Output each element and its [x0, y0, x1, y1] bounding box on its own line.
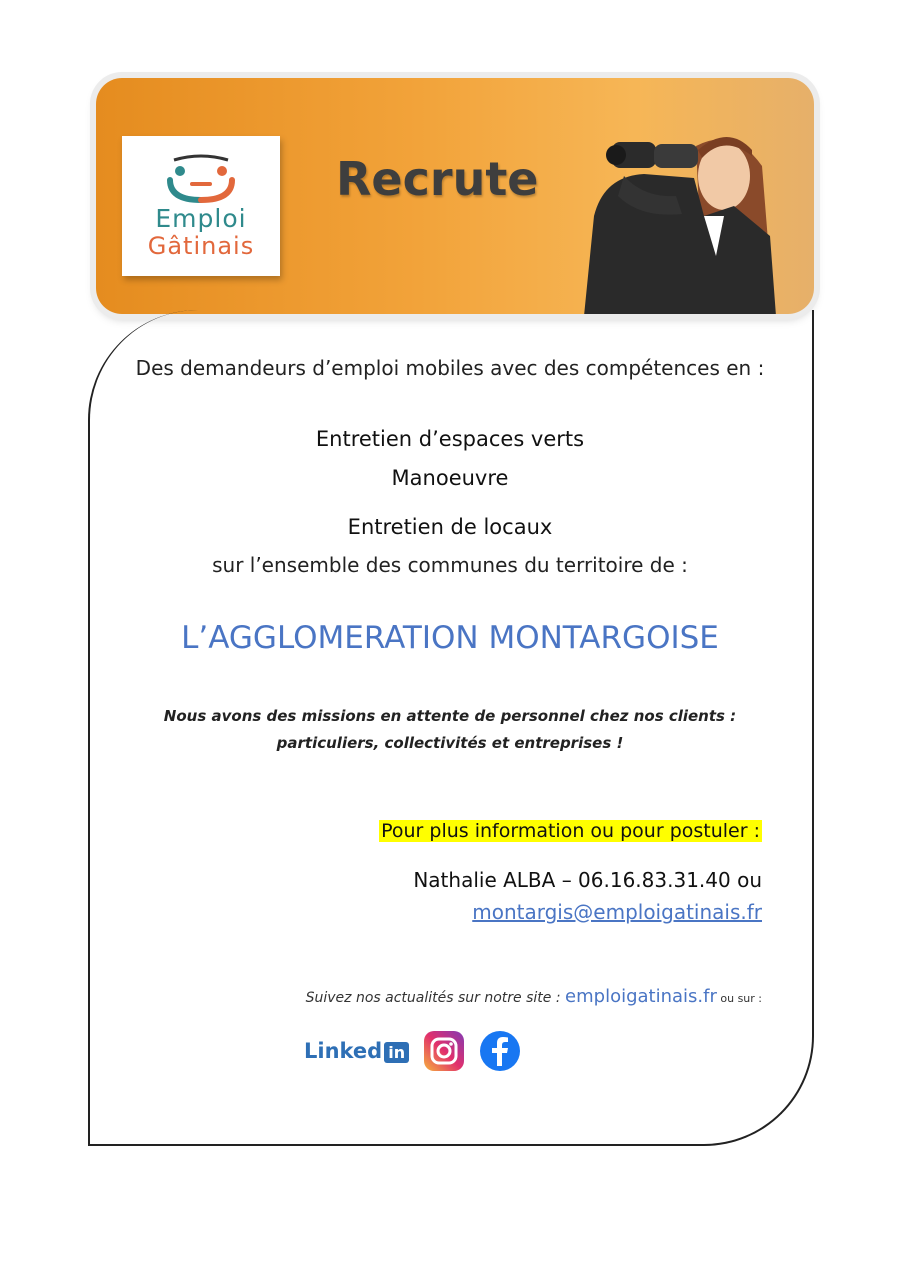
logo-text-gatinais: Gâtinais — [147, 232, 255, 260]
linkedin-wordmark: Linked — [304, 1039, 383, 1063]
linkedin-badge: in — [384, 1042, 409, 1063]
follow-lead: Suivez nos actualités sur notre site : — [305, 990, 566, 1006]
intro-text: Des demandeurs d’emploi mobiles avec des compétences en : — [135, 356, 765, 380]
logo-text-emploi: Emploi — [155, 204, 247, 233]
instagram-icon[interactable] — [423, 1030, 465, 1072]
woman-with-binoculars-image — [584, 106, 784, 314]
header-banner — [96, 78, 814, 314]
recruit-title: Recrute — [336, 152, 539, 206]
follow-tail: ou sur : — [716, 992, 762, 1005]
linkedin-icon[interactable] — [304, 1039, 409, 1063]
follow-text — [306, 986, 762, 1007]
mission-text-line2: particuliers, collectivités et entreprises ! — [276, 734, 624, 752]
mission-text-line1: Nous avons des missions en attente de personnel chez nos clients : — [163, 707, 737, 725]
skill-item: Manoeuvre — [391, 466, 509, 490]
skill-item: Entretien d’espaces verts — [315, 427, 585, 451]
contact-email-link[interactable]: montargis@emploigatinais.fr — [472, 900, 762, 924]
social-links — [304, 1030, 521, 1072]
contact-heading: Pour plus information ou pour postuler : — [381, 820, 760, 842]
facebook-icon[interactable] — [479, 1030, 521, 1072]
agglomeration-heading: L’AGGLOMERATION MONTARGOISE — [181, 620, 719, 656]
contact-name-phone: Nathalie ALBA – 06.16.83.31.40 ou — [413, 868, 762, 892]
skill-item: Entretien de locaux — [347, 515, 553, 539]
territory-text: sur l’ensemble des communes du territoire de : — [212, 553, 688, 577]
people-logo-icon — [158, 154, 244, 204]
emploi-gatinais-logo — [122, 136, 280, 276]
website-link[interactable]: emploigatinais.fr — [565, 986, 717, 1007]
